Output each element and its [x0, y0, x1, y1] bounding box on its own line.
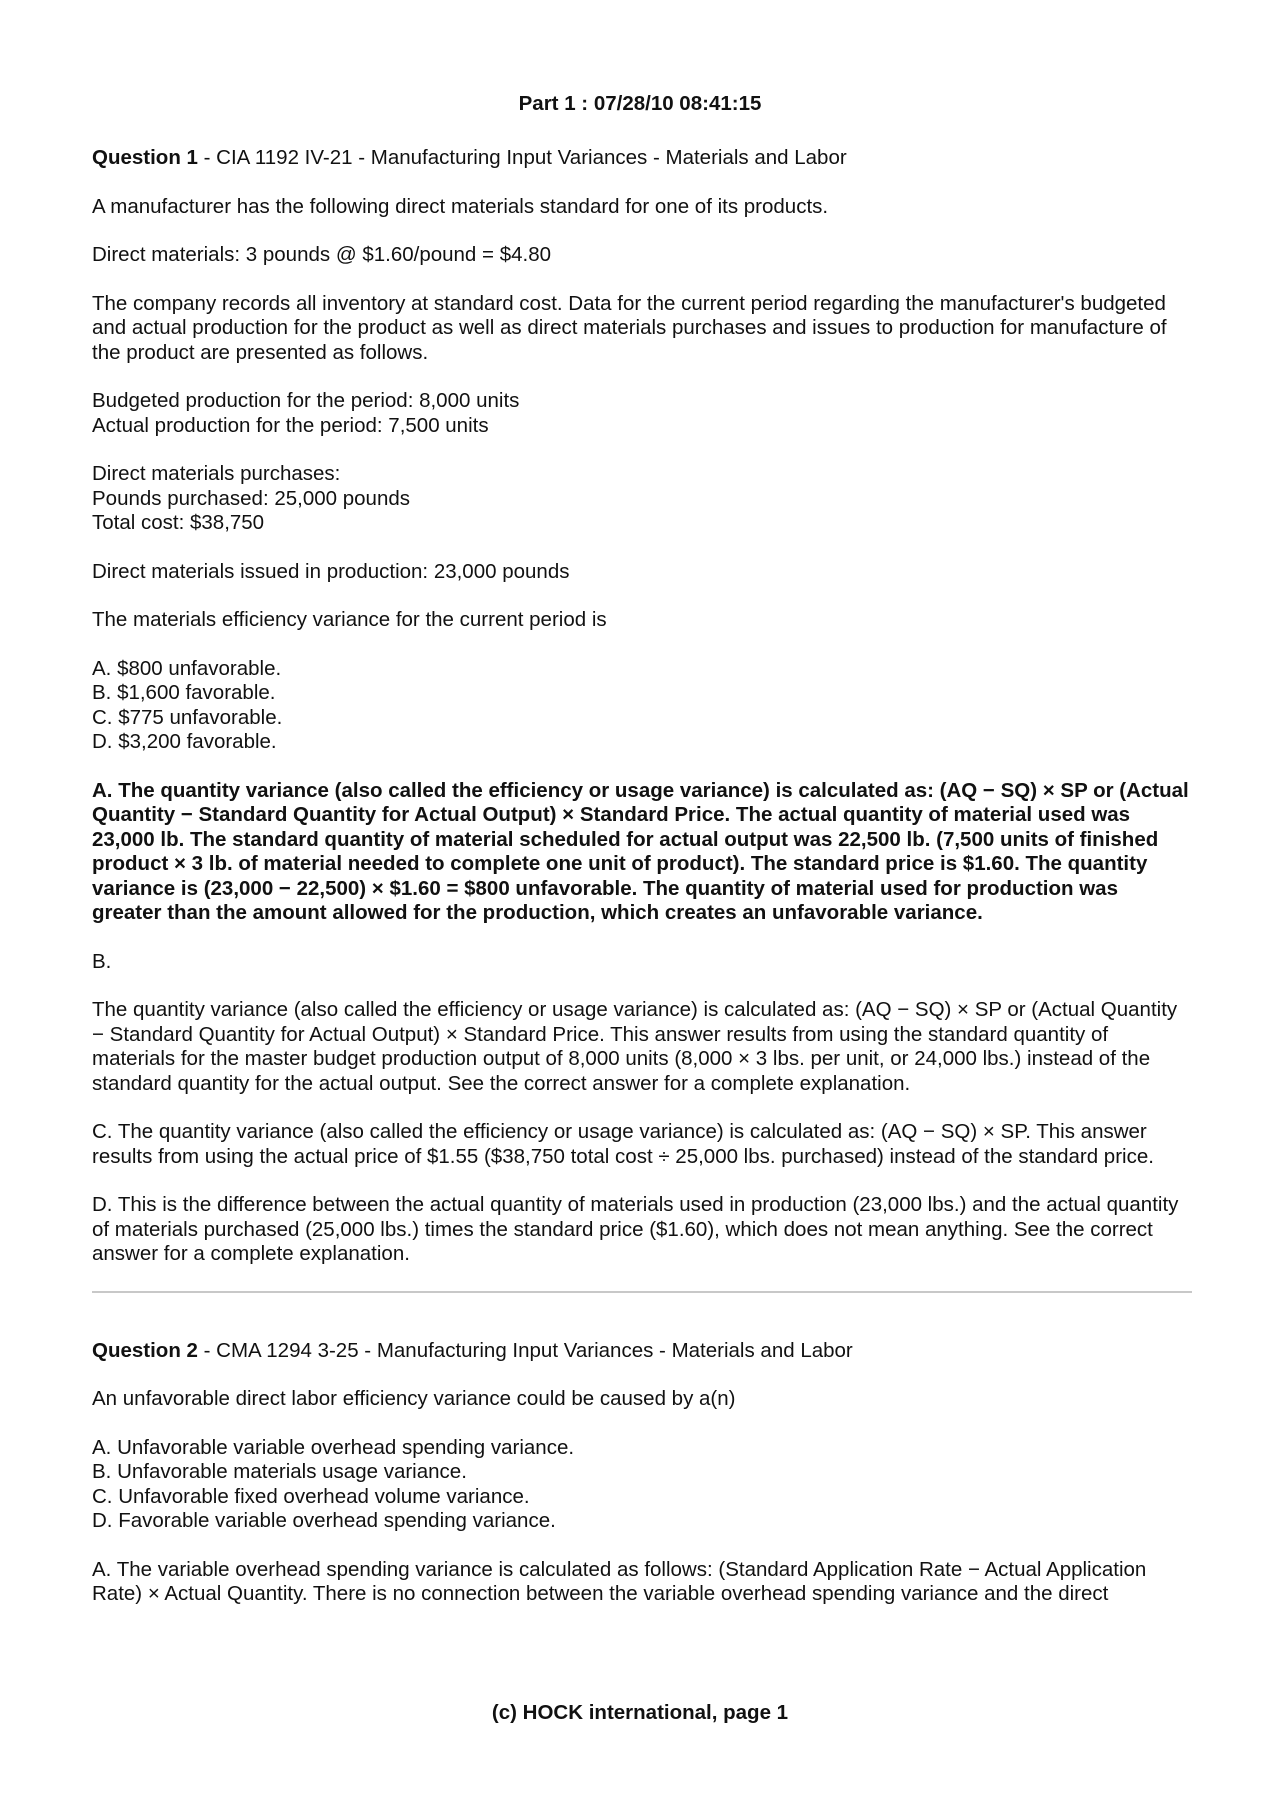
- question-1-context: The company records all inventory at standard cost. Data for the current period regarding the manufacturer's budgeted and actual production for the product as well as direct materials purchases and issues to production for manufacture of the product are presented as follows.: [92, 291, 1167, 364]
- question-1-purchases: [92, 462, 1192, 536]
- option-b: B. Unfavorable materials usage variance.: [92, 1460, 467, 1483]
- production-line: Budgeted production for the period: 8,000 units: [92, 389, 520, 412]
- question-divider: [92, 1291, 1192, 1293]
- question-1-answer-b-label: B.: [92, 949, 112, 973]
- purchases-line: Pounds purchased: 25,000 pounds: [92, 486, 411, 510]
- question-1-standard: Direct materials: 3 pounds @ $1.60/pound = $4.80: [92, 243, 551, 266]
- option-b: B. $1,600 favorable.: [92, 681, 276, 704]
- question-2-answer-a: A. The variable overhead spending variance is calculated as follows: (Standard Application Rate − Actual Application Rate) × Actual Quantity. There is no connection between the variable overhead spending variance and the direct: [92, 1557, 1147, 1605]
- question-1-issued: Direct materials issued in production: 23,000 pounds: [92, 559, 570, 583]
- question-1-answer-a: A. The quantity variance (also called the efficiency or usage variance) is calculated as: (AQ − SQ) × SP or (Actual Quantity − Standard Quantity for Actual Output) × Standard Price. The actual quantity of material used was 23,000 lb. The standard quantity of material scheduled for actual output was 22,500 lb. (7,500 units of finished product × 3 lb. of material needed to complete one unit of product). The standard price is $1.60. The quantity variance is (23,000 − 22,500) × $1.60 = $800 unfavorable. The quantity of material used for production was greater than the amount allowed for the production, which creates an unfavorable variance.: [92, 778, 1189, 924]
- question-1-options: [92, 657, 1192, 755]
- option-c: C. $775 unfavorable.: [92, 705, 283, 729]
- production-line: Actual production for the period: 7,500 units: [92, 413, 489, 437]
- question-1-intro: A manufacturer has the following direct materials standard for one of its products.: [92, 194, 829, 218]
- question-2-prompt: An unfavorable direct labor efficiency variance could be caused by a(n): [92, 1387, 736, 1410]
- question-2-options: [92, 1436, 1192, 1534]
- question-1-prompt: The materials efficiency variance for the current period is: [92, 608, 607, 631]
- purchases-line: Total cost: $38,750: [92, 511, 265, 534]
- page-content: [92, 146, 1192, 1631]
- option-d: D. $3,200 favorable.: [92, 730, 277, 753]
- option-a: A. Unfavorable variable overhead spending variance.: [92, 1435, 575, 1459]
- question-2-title: [92, 1339, 1192, 1364]
- question-1-label: Question 1: [92, 146, 198, 169]
- question-1-answer-d: D. This is the difference between the actual quantity of materials used in production (23,000 lbs.) and the actual quantity of materials purchased (25,000 lbs.) times the standard price ($1.60), which does not mean anything. See the correct answer for a complete explanation.: [92, 1193, 1179, 1265]
- option-a: A. $800 unfavorable.: [92, 656, 282, 680]
- purchases-line: Direct materials purchases:: [92, 462, 341, 485]
- question-1-production: [92, 389, 1192, 438]
- question-1-title: [92, 146, 1192, 171]
- question-2-label: Question 2: [92, 1338, 198, 1362]
- question-2-source: - CMA 1294 3-25 - Manufacturing Input Variances - Materials and Labor: [197, 1338, 853, 1362]
- page-footer: (c) HOCK international, page 1: [491, 1701, 789, 1724]
- option-c: C. Unfavorable fixed overhead volume variance.: [92, 1484, 530, 1508]
- question-1-answer-c: C. The quantity variance (also called the efficiency or usage variance) is calculated as: (AQ − SQ) × SP. This answer results from using the actual price of $1.55 ($38,750 total cost ÷ 25,000 lbs. purchased) instead of the standard price.: [92, 1120, 1154, 1168]
- question-1-source: - CIA 1192 IV-21 - Manufacturing Input Variances - Materials and Labor: [197, 146, 847, 169]
- option-d: D. Favorable variable overhead spending variance.: [92, 1509, 556, 1532]
- question-1-answer-b: The quantity variance (also called the efficiency or usage variance) is calculated as: (AQ − SQ) × SP or (Actual Quantity − Standard Quantity for Actual Output) × Standard Price. This answer results from using the standard quantity of materials for the master budget production output of 8,000 units (8,000 × 3 lbs. per unit, or 24,000 lbs.) instead of the standard quantity for the actual output. See the correct answer for a complete explanation.: [92, 998, 1178, 1095]
- page-header: Part 1 : 07/28/10 08:41:15: [518, 92, 762, 115]
